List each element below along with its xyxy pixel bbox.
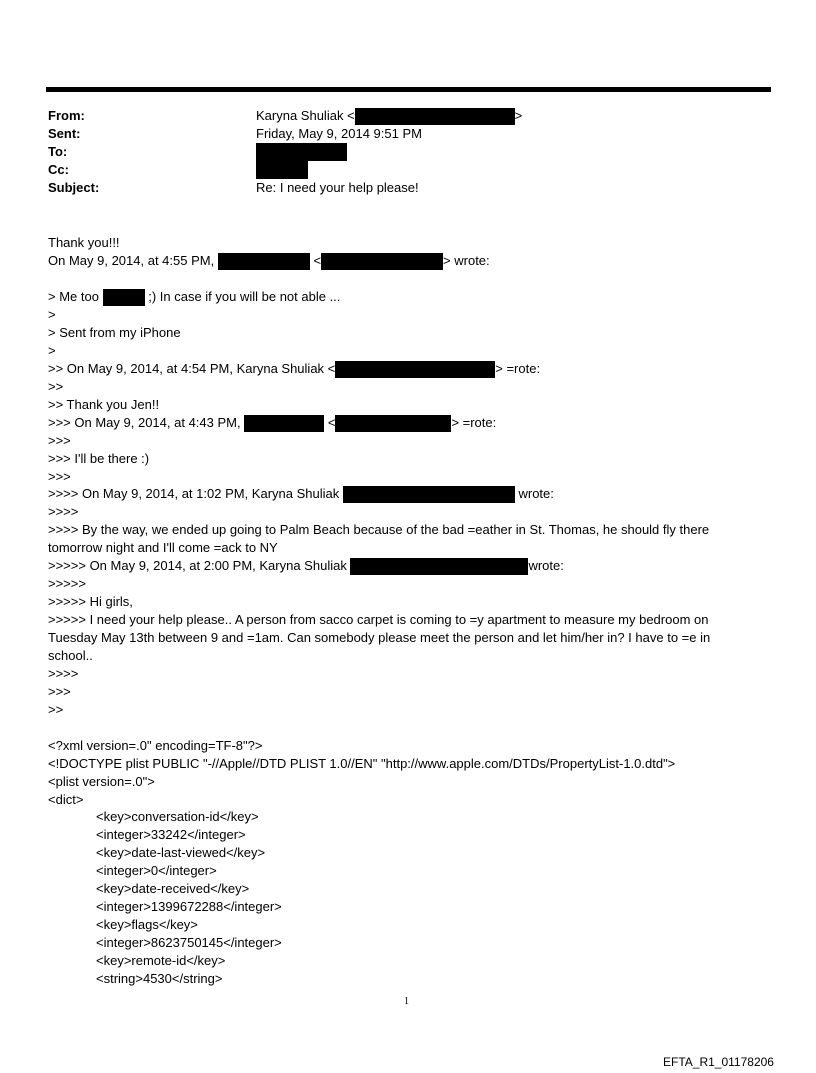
xml-line: <key>flags</key> — [96, 917, 198, 932]
from-label: From: — [48, 108, 85, 123]
sent-label: Sent: — [48, 126, 81, 141]
body-line — [48, 360, 540, 378]
body-line — [48, 557, 564, 575]
redaction-block — [355, 108, 515, 125]
body-paragraph: >>>>> I need your help please.. A person from sacco carpet is coming to =y apartment to measure my bedroom on Tuesday May 13th between 9 and =1am. Can somebody please meet the person and let him/her in? I have to =e in school.. — [48, 612, 711, 663]
quote-text: > =rote: — [495, 361, 541, 376]
body-line — [48, 414, 496, 432]
body-line: >>>>> — [48, 576, 86, 591]
redaction-block — [256, 143, 347, 161]
redaction-block — [350, 558, 528, 575]
xml-line: <!DOCTYPE plist PUBLIC "-//Apple//DTD PLIST 1.0//EN" "http://www.apple.com/DTDs/PropertyList-1.0.dtd"> — [48, 756, 676, 771]
xml-line: <string>4530</string> — [96, 971, 223, 986]
body-line: >> Thank you Jen!! — [48, 397, 160, 412]
cc-label: Cc: — [48, 162, 69, 177]
header-rule — [46, 87, 771, 92]
body-line: > — [48, 307, 56, 322]
redaction-block — [256, 161, 308, 179]
body-line: > — [48, 343, 56, 358]
quote-text: > =rote: — [451, 415, 497, 430]
xml-line: <key>date-last-viewed</key> — [96, 845, 266, 860]
angle-open: < — [313, 253, 322, 268]
redaction-block — [244, 415, 324, 432]
quote-text: >>>> On May 9, 2014, at 1:02 PM, Karyna Shuliak — [48, 486, 340, 501]
xml-line: <key>date-received</key> — [96, 881, 250, 896]
quote-text: ;) In case if you will be not able ... — [148, 289, 341, 304]
redaction-block — [321, 253, 443, 270]
body-line: > Sent from my iPhone — [48, 325, 181, 340]
xml-line: <key>remote-id</key> — [96, 953, 226, 968]
redaction-block — [343, 486, 515, 503]
subject-label: Subject: — [48, 180, 100, 195]
quote-text: >>> On May 9, 2014, at 4:43 PM, — [48, 415, 241, 430]
body-line: >>> — [48, 433, 71, 448]
body-line: >> — [48, 379, 64, 394]
quote-text: > Me too — [48, 289, 99, 304]
body-line — [48, 485, 554, 503]
xml-line: <?xml version=.0" encoding=TF-8"?> — [48, 738, 263, 753]
redaction-block — [103, 289, 145, 306]
subject-value: Re: I need your help please! — [256, 180, 419, 195]
xml-line: <integer>8623750145</integer> — [96, 935, 282, 950]
from-value — [256, 107, 522, 125]
from-name: Karyna Shuliak < — [256, 108, 355, 123]
xml-line: <dict> — [48, 792, 84, 807]
body-paragraph: >>>> By the way, we ended up going to Palm Beach because of the bad =eather in St. Thomas, he should fly there tomorrow night and I'll come =ack to NY — [48, 522, 710, 555]
wrote-text: > wrote: — [443, 253, 490, 268]
quote-text: wrote: — [528, 558, 564, 573]
quote-text: wrote: — [518, 486, 554, 501]
body-line — [48, 252, 490, 270]
body-line — [48, 288, 340, 306]
sent-value: Friday, May 9, 2014 9:51 PM — [256, 126, 422, 141]
quote-text: >>>>> On May 9, 2014, at 2:00 PM, Karyna Shuliak — [48, 558, 347, 573]
redaction-block — [218, 253, 310, 270]
from-close: > — [514, 108, 523, 123]
redaction-block — [335, 361, 495, 378]
xml-line: <integer>33242</integer> — [96, 827, 246, 842]
page-number: 1 — [404, 996, 409, 1007]
xml-line: <integer>0</integer> — [96, 863, 217, 878]
body-line: >> — [48, 702, 64, 717]
xml-line: <plist version=.0"> — [48, 774, 155, 789]
xml-line: <key>conversation-id</key> — [96, 809, 259, 824]
body-line: >>>>> Hi girls, — [48, 594, 133, 609]
body-line: >>> I'll be there :) — [48, 451, 150, 466]
body-line: >>>> — [48, 504, 79, 519]
body-line: >>> — [48, 684, 71, 699]
to-label: To: — [48, 144, 68, 159]
body-line: >>> — [48, 469, 71, 484]
redaction-block — [335, 415, 451, 432]
body-line: >>>> — [48, 666, 79, 681]
reply-intro: On May 9, 2014, at 4:55 PM, — [48, 253, 215, 268]
quote-text: >> On May 9, 2014, at 4:54 PM, Karyna Shuliak < — [48, 361, 336, 376]
xml-line: <integer>1399672288</integer> — [96, 899, 282, 914]
document-id: EFTA_R1_01178206 — [663, 1055, 774, 1069]
angle-open: < — [327, 415, 336, 430]
body-line: Thank you!!! — [48, 235, 120, 250]
